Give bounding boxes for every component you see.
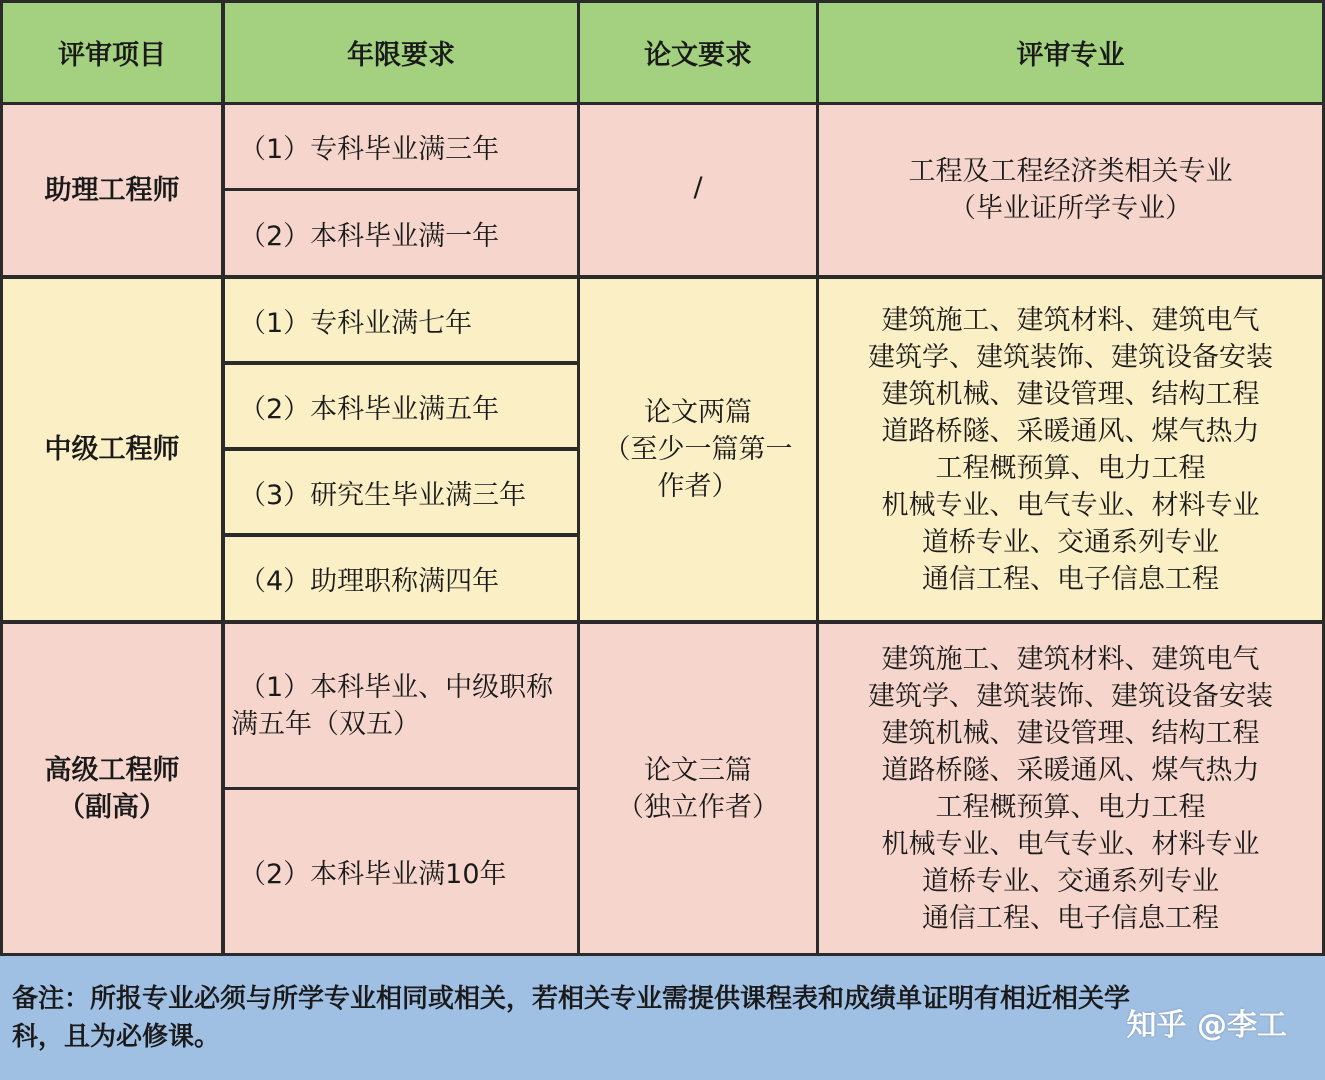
senior-thesis-line: （独立作者） (617, 791, 779, 823)
intermediate-major-line: 建筑学、建筑装饰、建筑设备安装 (868, 341, 1273, 373)
intermediate-major-line: 通信工程、电子信息工程 (922, 563, 1219, 595)
senior-major-line: 工程概预算、电力工程 (935, 791, 1206, 823)
senior-years-1 (225, 624, 577, 787)
assistant-majors (819, 105, 1322, 275)
senior-major-line: 机械专业、电气专业、材料专业 (881, 828, 1260, 860)
intermediate-years-1: （1）专科业满七年 (225, 279, 577, 361)
intermediate-major-line: 建筑施工、建筑材料、建筑电气 (881, 304, 1260, 336)
intermediate-thesis (580, 279, 816, 620)
footer-note-line-2: 科，且为必修课。 (12, 1022, 221, 1052)
senior-major-line: 建筑施工、建筑材料、建筑电气 (881, 643, 1260, 675)
intermediate-years-3: （3）研究生毕业满三年 (225, 451, 577, 533)
assistant-years-1: （1）专科毕业满三年 (225, 105, 577, 188)
category-assistant-engineer: 助理工程师 (3, 105, 221, 275)
senior-major-line: 建筑机械、建设管理、结构工程 (881, 717, 1260, 749)
assistant-thesis: / (580, 105, 816, 275)
assistant-major-line: 工程及工程经济类相关专业 (908, 156, 1233, 187)
assistant-years-2: （2）本科毕业满一年 (225, 191, 577, 275)
intermediate-thesis-line: 作者） (657, 471, 739, 502)
intermediate-major-line: 机械专业、电气专业、材料专业 (881, 489, 1260, 521)
senior-majors (819, 624, 1322, 953)
intermediate-major-line: 道路桥隧、采暖通风、煤气热力 (881, 415, 1260, 447)
header-review-major: 评审专业 (819, 3, 1322, 102)
senior-major-line: 道路桥隧、采暖通风、煤气热力 (881, 754, 1260, 786)
senior-category-title: 高级工程师 (44, 754, 180, 786)
senior-years-1-line: 满五年（双五） (231, 708, 420, 740)
senior-years-1-line: （1）本科毕业、中级职称 (239, 671, 554, 703)
senior-major-line: 道桥专业、交通系列专业 (922, 865, 1219, 897)
header-review-item: 评审项目 (3, 3, 221, 102)
footer-note-line-1: 备注：所报专业必须与所学专业相同或相关，若相关专业需提供课程表和成绩单证明有相近相关学 (12, 984, 1131, 1014)
category-senior-engineer (3, 624, 221, 953)
intermediate-major-line: 道桥专业、交通系列专业 (922, 526, 1219, 558)
intermediate-thesis-line: 论文两篇 (644, 397, 752, 428)
intermediate-thesis-line: （至少一篇第一 (603, 434, 793, 465)
assistant-major-line: （毕业证所学专业） (949, 193, 1192, 224)
intermediate-major-line: 建筑机械、建设管理、结构工程 (881, 378, 1260, 410)
senior-years-2: （2）本科毕业满10年 (225, 790, 577, 953)
category-intermediate-engineer: 中级工程师 (3, 279, 221, 620)
senior-major-line: 通信工程、电子信息工程 (922, 902, 1219, 934)
header-years-requirement: 年限要求 (225, 3, 577, 102)
senior-thesis-line: 论文三篇 (644, 754, 752, 786)
intermediate-years-2: （2）本科毕业满五年 (225, 365, 577, 447)
senior-thesis (580, 624, 816, 953)
intermediate-majors (819, 279, 1322, 620)
header-thesis-requirement: 论文要求 (580, 3, 816, 102)
senior-category-subtitle: （副高） (58, 791, 166, 823)
watermark: 知乎 @李工 (1126, 1008, 1287, 1043)
intermediate-years-4: （4）助理职称满四年 (225, 537, 577, 620)
senior-major-line: 建筑学、建筑装饰、建筑设备安装 (868, 680, 1273, 712)
intermediate-major-line: 工程概预算、电力工程 (935, 452, 1206, 484)
